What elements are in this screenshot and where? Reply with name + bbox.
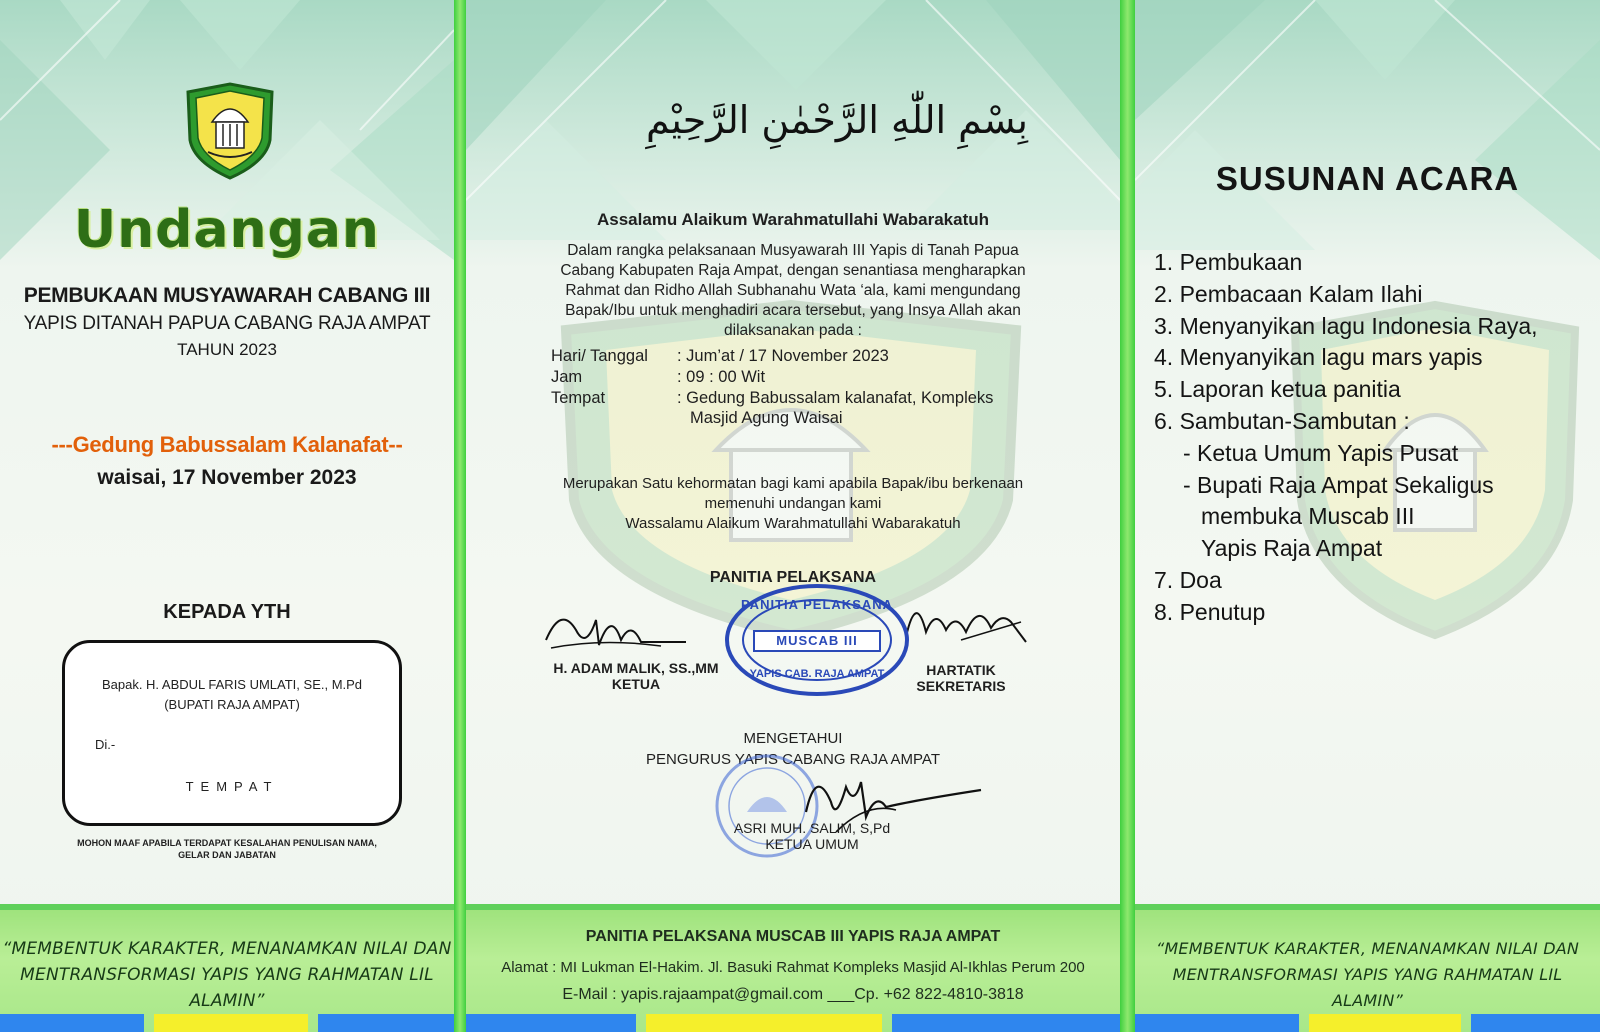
cover-footer xyxy=(0,904,454,1032)
secretary-name: HARTATIK xyxy=(926,662,996,678)
value-place-line-2: Masjid Agung Waisai xyxy=(690,409,843,427)
motto xyxy=(0,936,454,1014)
stamp-top-text: PANITIA PELAKSANA xyxy=(740,597,894,612)
intro-line-1: Dalam rangka pelaksanaan Musyawarah III Yapis di Tanah Papua xyxy=(567,242,1019,259)
bismillah-text: بِسْمِ اللّٰهِ الرَّحْمٰنِ الرَّحِيْمِ xyxy=(646,98,1028,142)
value-place-line-1: : Gedung Babussalam kalanafat, Kompleks xyxy=(677,389,994,407)
acknowledgement-heading: MENGETAHUI xyxy=(743,730,843,747)
apology-note xyxy=(0,837,454,861)
yapis-logo-icon xyxy=(182,82,278,180)
secretary-block xyxy=(896,662,1026,694)
apology-note-line-2: GELAR DAN JABATAN xyxy=(178,850,276,860)
agenda-item: 6. Sambutan-Sambutan : xyxy=(1154,407,1410,434)
agenda-title: SUSUNAN ACARA xyxy=(1215,160,1520,197)
secretary-role: SEKRETARIS xyxy=(916,678,1006,694)
footer-strip-yellow xyxy=(154,1014,308,1032)
footer-contact: E-Mail : yapis.rajaampat@gmail.com ___Cp. +62 822-4810-3818 xyxy=(562,986,1024,1003)
agenda-item: 5. Laporan ketua panitia xyxy=(1154,376,1401,403)
general-chairman-role: KETUA UMUM xyxy=(765,836,859,852)
invitation-title: Undangan xyxy=(74,200,380,260)
recipient-name: Bapak. H. ABDUL FARIS UMLATI, SE., M.Pd xyxy=(101,677,363,692)
stamp-bottom-text: YAPIS CAB. RAJA AMPAT xyxy=(749,668,885,680)
chairman-name: H. ADAM MALIK, SS.,MM xyxy=(553,660,719,676)
value-date: : Jum’at / 17 November 2023 xyxy=(677,347,889,365)
event-year: TAHUN 2023 xyxy=(177,340,277,359)
recipient-place: TEMPAT xyxy=(185,779,279,794)
footer-strip-blue-1 xyxy=(466,1014,636,1032)
agenda-item: 1. Pembukaan xyxy=(1154,249,1303,275)
closing-line-3: Wassalamu Alaikum Warahmatullahi Wabarakatuh xyxy=(625,515,961,532)
recipient-di: Di.- xyxy=(95,737,116,752)
agenda-item: 7. Doa xyxy=(1154,566,1222,593)
footer-strip-blue-1 xyxy=(1135,1014,1299,1032)
bismillah-calligraphy xyxy=(646,98,1028,142)
general-chairman-block xyxy=(712,820,912,852)
separator-bar-right xyxy=(1120,0,1135,1032)
motto-line-2: MENTRANSFORMASI YAPIS YANG RAHMATAN LIL ALAMIN” xyxy=(1172,965,1563,1010)
footer-strip-blue-2 xyxy=(1471,1014,1600,1032)
closing-paragraph xyxy=(466,474,1120,534)
agenda-subitem: - Bupati Raja Ampat Sekaligus xyxy=(1183,471,1494,498)
chairman-block xyxy=(536,660,736,692)
greeting: Assalamu Alaikum Warahmatullahi Wabarakatuh xyxy=(596,210,990,229)
intro-paragraph xyxy=(466,241,1120,341)
agenda-list xyxy=(1154,247,1538,629)
agenda-item: 2. Pembacaan Kalam Ilahi xyxy=(1154,280,1423,307)
motto xyxy=(1135,936,1600,1014)
agenda-subitem: - Ketua Umum Yapis Pusat xyxy=(1183,439,1459,466)
cover-panel xyxy=(0,0,454,1032)
agenda-item: 4. Menyanyikan lagu mars yapis xyxy=(1154,344,1483,371)
footer-strip-blue-2 xyxy=(892,1014,1120,1032)
recipient-title: (BUPATI RAJA AMPAT) xyxy=(164,697,300,712)
agenda-subitem-continued: membuka Muscab III xyxy=(1201,503,1415,530)
agenda-item: 8. Penutup xyxy=(1154,598,1266,625)
intro-line-5: dilaksanakan pada : xyxy=(724,322,862,339)
committee-heading: PANITIA PELAKSANA xyxy=(709,569,877,586)
addressee-heading: KEPADA YTH xyxy=(163,601,291,623)
value-time: : 09 : 00 Wit xyxy=(677,368,766,386)
footer-strip-yellow xyxy=(646,1014,882,1032)
addressee-box xyxy=(62,640,402,826)
agenda-item: 3. Menyanyikan lagu Indonesia Raya, xyxy=(1154,312,1538,339)
intro-line-2: Cabang Kabupaten Raja Ampat, dengan senantiasa mengharapkan xyxy=(560,262,1026,279)
secretary-signature xyxy=(901,592,1031,652)
footer-address: Alamat : MI Lukman El-Hakim. Jl. Basuki Rahmat Kompleks Masjid Al-Ikhlas Perum 200 xyxy=(501,959,1085,976)
agenda-panel xyxy=(1135,0,1600,1032)
closing-line-1: Merupakan Satu kehormatan bagi kami apabila Bapak/ibu berkenaan xyxy=(562,475,1024,492)
stamp-middle-text: MUSCAB III xyxy=(776,633,858,648)
footer-committee-title: PANITIA PELAKSANA MUSCAB III YAPIS RAJA AMPAT xyxy=(585,928,1001,945)
closing-line-2: memenuhi undangan kami xyxy=(704,495,882,512)
motto-line-1: “MEMBENTUK KARAKTER, MENANAMKAN NILAI DAN xyxy=(1155,939,1580,958)
footer-strip-blue-1 xyxy=(0,1014,144,1032)
label-time: Jam xyxy=(551,368,583,386)
event-date: waisai, 17 November 2023 xyxy=(97,466,357,489)
motto-line-1: “MEMBENTUK KARAKTER, MENANAMKAN NILAI DAN xyxy=(2,939,452,959)
footer-strip-yellow xyxy=(1309,1014,1461,1032)
general-chairman-name: ASRI MUH. SALIM, S,Pd xyxy=(733,820,891,836)
footer-strip-blue-2 xyxy=(318,1014,454,1032)
event-title-line-1: PEMBUKAAN MUSYAWARAH CABANG III xyxy=(23,284,431,307)
letter-panel xyxy=(466,0,1120,1032)
motto-line-2: MENTRANSFORMASI YAPIS YANG RAHMATAN LIL ALAMIN” xyxy=(20,965,434,1011)
background-decoration xyxy=(1135,0,1600,260)
apology-note-line-1: MOHON MAAF APABILA TERDAPAT KESALAHAN PENULISAN NAMA, xyxy=(77,838,377,848)
agenda-subitem-continued: Yapis Raja Ampat xyxy=(1201,535,1383,562)
chairman-signature xyxy=(541,600,691,660)
event-title-line-2: YAPIS DITANAH PAPUA CABANG RAJA AMPAT xyxy=(23,313,431,334)
chairman-role: KETUA xyxy=(611,676,661,692)
acknowledgement-org: PENGURUS YAPIS CABANG RAJA AMPAT xyxy=(646,751,940,768)
intro-line-4: Bapak/Ibu untuk menghadiri acara tersebut, yang Insya Allah akan xyxy=(565,302,1021,319)
separator-bar-left xyxy=(454,0,466,1032)
intro-line-3: Rahmat dan Ridho Allah Subhanahu Wata ‘ala, kami mengundang xyxy=(565,282,1021,299)
venue-name: ---Gedung Babussalam Kalanafat-- xyxy=(51,432,403,457)
agenda-footer xyxy=(1135,904,1600,1032)
letter-footer xyxy=(466,904,1120,1032)
label-place: Tempat xyxy=(551,389,606,407)
label-date: Hari/ Tanggal xyxy=(551,347,648,365)
